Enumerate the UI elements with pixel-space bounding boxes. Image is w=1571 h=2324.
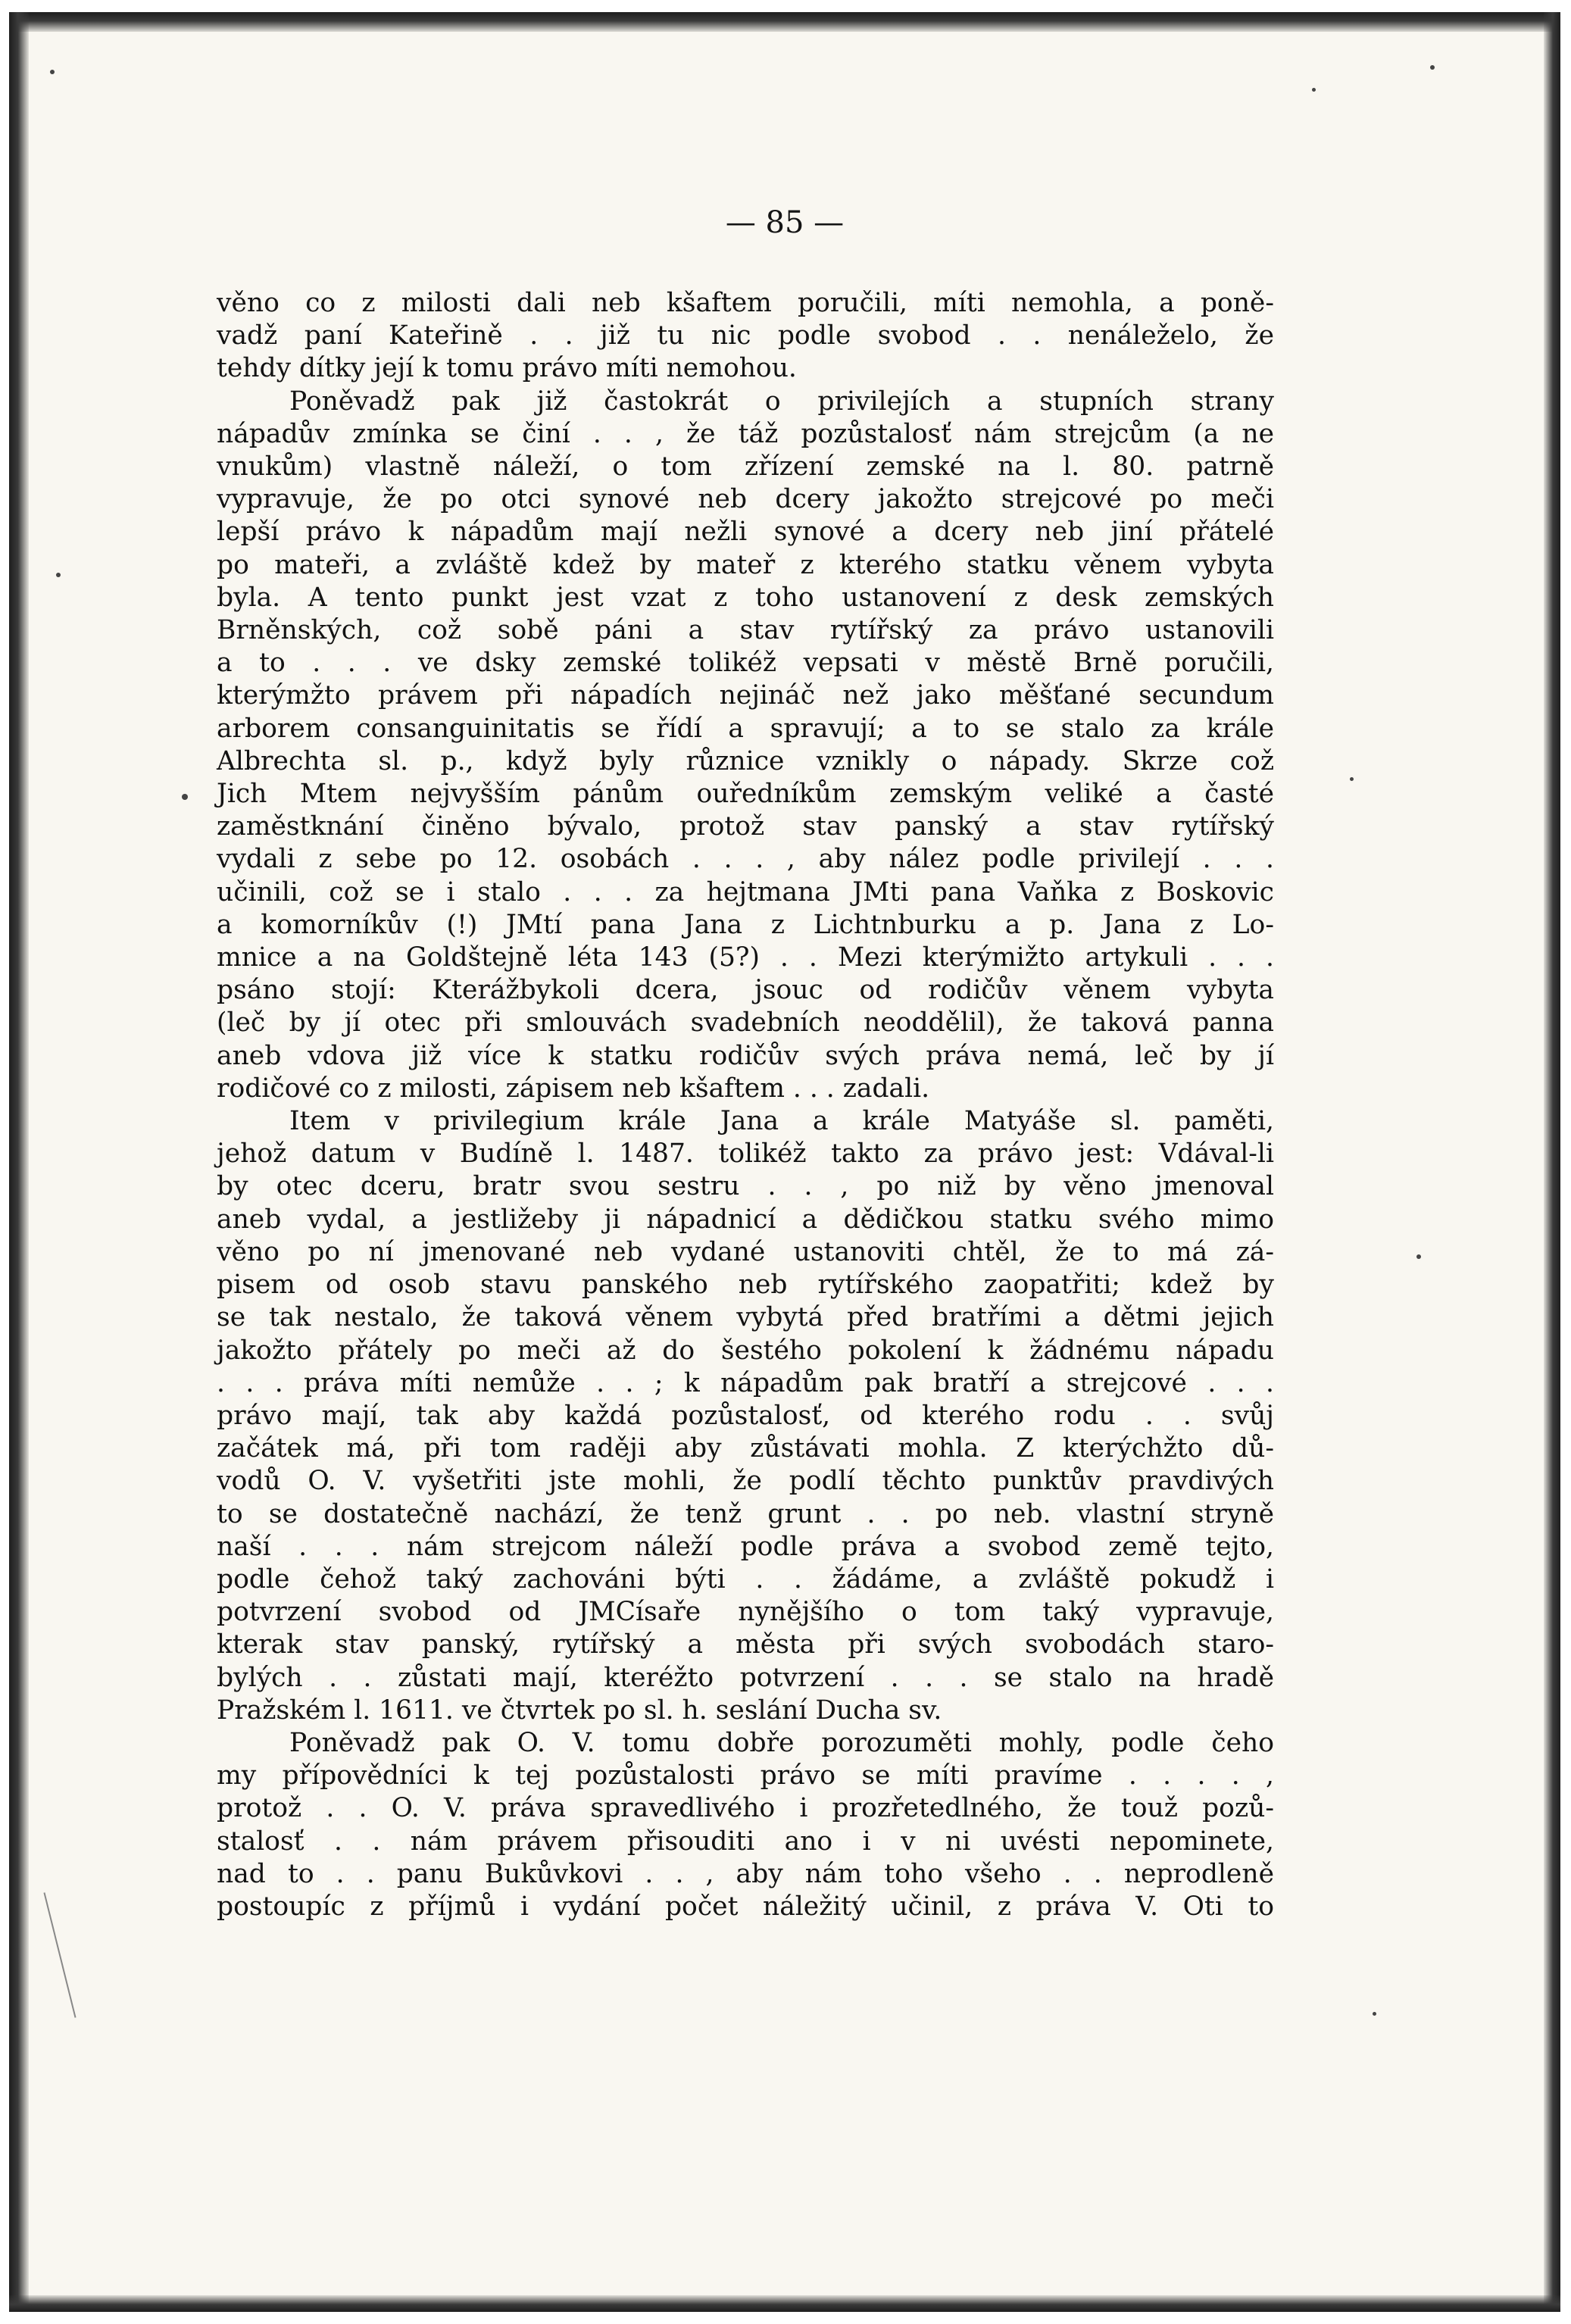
- text-line: Jich Mtem nejvyšším pánům ouředníkům zemským veliké a časté: [217, 779, 1274, 810]
- text-line: byla. A tento punkt jest vzat z toho ustanovení z desk zemských: [217, 582, 1274, 613]
- text-line: potvrzení svobod od JMCísaře nynějšího o tom taký vypravuje,: [217, 1597, 1274, 1628]
- scan-speck: [1312, 88, 1316, 92]
- text-line: arborem consanguinitatis se řídí a spravují; a to se stalo za krále: [217, 713, 1274, 744]
- text-line: věno co z milosti dali neb kšaftem poručili, míti nemohla, a poně-: [217, 288, 1274, 318]
- text-line: Poněvadž pak již častokrát o privilejích a stupních strany: [289, 386, 1274, 417]
- text-line: Item v privilegium krále Jana a krále Matyáše sl. paměti,: [289, 1106, 1274, 1137]
- text-line: vypravuje, že po otci synové neb dcery jakožto strejcové po meči: [217, 484, 1274, 515]
- text-line: vnukům) vlastně náleží, o tom zřízení zemské na l. 80. patrně: [217, 451, 1274, 483]
- scan-border-top: [9, 12, 1560, 32]
- text-line: postoupíc z příjmů i vydání počet náležitý učinil, z práva V. Oti to: [217, 1891, 1274, 1922]
- scan-speck: [50, 70, 55, 74]
- text-line: Brněnských, což sobě páni a stav rytířský za právo ustanovili: [217, 615, 1274, 646]
- text-line: vodů O. V. vyšetřiti jste mohli, že podlí těchto punktův pravdivých: [217, 1466, 1274, 1497]
- text-line: Albrechta sl. p., když byly různice vznikly o nápady. Skrze což: [217, 745, 1274, 776]
- scan-border-bottom: [9, 2295, 1560, 2312]
- text-line: jakožto přátely po meči až do šestého pokolení k žádnému nápadu: [217, 1335, 1274, 1366]
- text-line: po mateři, a zvláště kdež by mateř z kterého statku věnem vybyta: [217, 549, 1274, 580]
- text-line: nápadův zmínka se činí . . , že táž pozůstalosť nám strejcům (a ne: [217, 418, 1274, 449]
- text-line: by otec dceru, bratr svou sestru . . , po niž by věno jmenoval: [217, 1171, 1274, 1202]
- scan-speck: [1373, 2012, 1376, 2016]
- scanned-page: [9, 12, 1560, 2312]
- scan-speck: [56, 573, 61, 577]
- scan-scratch: [43, 1892, 76, 2017]
- scan-speck: [182, 794, 188, 800]
- text-line: . . . práva míti nemůže . . ; k nápadům pak bratří a strejcové . . .: [217, 1367, 1274, 1398]
- text-line: Pražském l. 1611. ve čtvrtek po sl. h. seslání Ducha sv.: [217, 1695, 942, 1726]
- text-line: kterak stav panský, rytířský a města při svých svobodách staro-: [217, 1629, 1274, 1660]
- text-line: my přípovědníci k tej pozůstalosti právo se míti pravíme . . . . ,: [217, 1760, 1274, 1791]
- text-line: to se dostatečně nachází, že tenž grunt . . po neb. vlastní stryně: [217, 1498, 1274, 1529]
- page-number: — 85 —: [725, 205, 845, 240]
- text-line: zaměstknání činěno bývalo, protož stav panský a stav rytířský: [217, 811, 1274, 842]
- body-text: [217, 287, 1274, 1923]
- text-line: začátek má, při tom raději aby zůstávati mohla. Z kterýchžto dů-: [217, 1433, 1274, 1464]
- scan-border-left: [9, 12, 29, 2312]
- text-line: tehdy dítky její k tomu právo míti nemohou.: [217, 353, 797, 384]
- text-line: jehož datum v Budíně l. 1487. tolikéž takto za právo jest: Vdával-li: [217, 1139, 1274, 1170]
- text-line: právo mají, tak aby každá pozůstalosť, od kterého rodu . . svůj: [217, 1400, 1274, 1431]
- text-line: a komorníkův (!) JMtí pana Jana z Lichtnburku a p. Jana z Lo-: [217, 909, 1274, 940]
- text-line: protož . . O. V. práva spravedlivého i prozřetedlného, že touž pozů-: [217, 1793, 1274, 1824]
- scan-speck: [1416, 1254, 1421, 1259]
- text-line: mnice a na Goldštejně léta 143 (5?) . . Mezi kterýmižto artykuli . . .: [217, 942, 1274, 973]
- text-line: se tak nestalo, že taková věnem vybytá před bratřími a dětmi jejich: [217, 1302, 1274, 1333]
- text-line: naší . . . nám strejcom náleží podle práva a svobod země tejto,: [217, 1531, 1274, 1562]
- text-line: učinili, což se i stalo . . . za hejtmana JMti pana Vaňka z Boskovic: [217, 876, 1274, 907]
- text-line: stalosť . . nám právem přisouditi ano i v ni uvésti nepominete,: [217, 1826, 1274, 1857]
- text-line: bylých . . zůstati mají, kteréžto potvrzení . . . se stalo na hradě: [217, 1662, 1274, 1693]
- text-line: kterýmžto právem při nápadích nejináč než jako měšťané secundum: [217, 680, 1274, 711]
- text-line: věno po ní jmenované neb vydané ustanoviti chtěl, že to má zá-: [217, 1236, 1274, 1267]
- text-line: vydali z sebe po 12. osobách . . . , aby nález podle privilejí . . .: [217, 844, 1274, 875]
- text-line: vadž paní Kateřině . . již tu nic podle svobod . . nenáleželo, že: [217, 320, 1274, 351]
- text-line: aneb vydal, a jestližeby ji nápadnicí a dědičkou statku svého mimo: [217, 1204, 1274, 1235]
- text-line: a to . . . ve dsky zemské tolikéž vepsati v městě Brně poručili,: [217, 648, 1274, 679]
- text-line: aneb vdova již více k statku rodičův svých práva nemá, leč by jí: [217, 1040, 1274, 1071]
- text-line: podle čehož taký zachováni býti . . žádáme, a zvláště pokudž i: [217, 1563, 1274, 1595]
- text-line: lepší právo k nápadům mají nežli synové a dcery neb jiní přátelé: [217, 517, 1274, 548]
- scan-speck: [1430, 65, 1435, 70]
- text-line: rodičové co z milosti, zápisem neb kšaftem . . . zadali.: [217, 1073, 930, 1104]
- scan-speck: [1350, 777, 1354, 781]
- text-line: pisem od osob stavu panského neb rytířského zaopatřiti; kdež by: [217, 1270, 1274, 1301]
- text-line: nad to . . panu Bukůvkovi . . , aby nám toho všeho . . neprodleně: [217, 1858, 1274, 1889]
- scan-border-right: [1544, 12, 1560, 2312]
- text-line: (leč by jí otec při smlouvách svadebních neoddělil), že taková panna: [217, 1007, 1274, 1039]
- text-line: psáno stojí: Kterážbykoli dcera, jsouc od rodičův věnem vybyta: [217, 975, 1274, 1006]
- text-line: Poněvadž pak O. V. tomu dobře porozuměti mohly, podle čeho: [289, 1727, 1274, 1758]
